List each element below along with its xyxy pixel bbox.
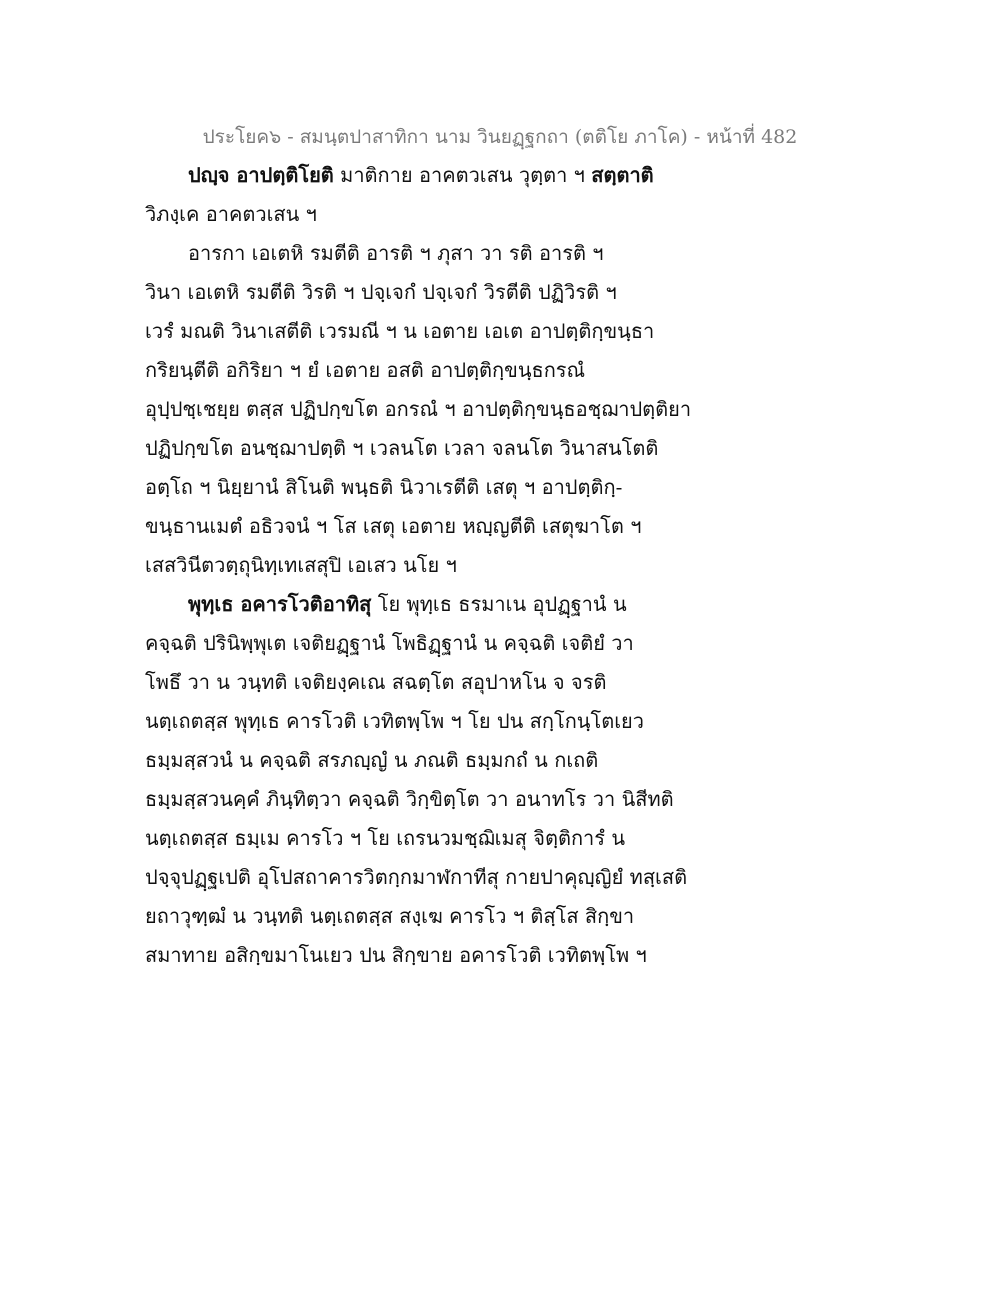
text-segment: คจฺฉติ ปรินิพฺพุเต เจติยฏฺฐานํ โพธิฏฺฐานํ น คจฺฉติ เจติยํ วา (145, 631, 634, 655)
text-line (145, 351, 705, 390)
text-line (145, 858, 705, 897)
text-segment: โพธึ วา น วนฺทติ เจติยงฺคเณ สฉตฺโต สอุปาหโน จ จรติ (145, 670, 607, 694)
text-line (145, 819, 705, 858)
text-line (145, 195, 705, 234)
text-segment: เสสวินีตวตฺถุนิทฺเทเสสุปิ เอเสว นโย ฯ (145, 553, 457, 577)
text-line (145, 507, 705, 546)
text-segment: วินา เอเตหิ รมตีติ วิรติ ฯ ปจฺเจกํ ปจฺเจกํ วิรตีติ ปฏิวิรติ ฯ (145, 280, 617, 304)
text-line (145, 936, 705, 975)
text-segment: ธมฺมสฺสวนํ น คจฺฉติ สรภญฺญํ น ภณติ ธมฺมกถํ น กเถติ (145, 748, 599, 772)
text-segment: อารกา เอเตหิ รมตีติ อารติ ฯ ภุสา วา รติ อารติ ฯ (188, 241, 604, 265)
text-line (145, 585, 705, 624)
text-line (145, 468, 705, 507)
text-segment: ธมฺมสฺสวนคฺคํ ภินฺทิตฺวา คจฺฉติ วิกฺขิตฺโต วา อนาทโร วา นิสีทติ (145, 787, 674, 811)
text-line (145, 741, 705, 780)
text-segment: เวรํ มณติ วินาเสตีติ เวรมณี ฯ น เอตาย เอเต อาปตฺติกฺขนฺธา (145, 319, 655, 343)
text-segment: ปจฺจุปฏฺฐเปติ อุโปสถาคารวิตกฺกมาฬกาทีสุ กายปาคุญฺญิยํ ทสฺเสติ (145, 865, 688, 889)
text-segment: นตฺเถตสฺส พุทฺเธ คารโวติ เวทิตพฺโพ ฯ โย ปน สกฺโกนฺโตเยว (145, 709, 644, 733)
text-segment: นตฺเถตสฺส ธมฺเม คารโว ฯ โย เถรนวมชฺฌิเมสุ จิตฺติการํ น (145, 826, 626, 850)
text-line (145, 624, 705, 663)
text-segment: อุปฺปชฺเชยฺย ตสฺส ปฏิปกฺขโต อกรณํ ฯ อาปตฺติกฺขนฺธอชฺฌาปตฺติยา (145, 397, 692, 421)
bold-term: สตฺตาติ (591, 163, 654, 187)
text-line (145, 312, 705, 351)
bold-term: พุทฺเธ อคารโวติอาทิสุ (188, 592, 372, 616)
text-line (145, 390, 705, 429)
text-segment: กริยนฺตีติ อกิริยา ฯ ยํ เอตาย อสติ อาปตฺติกฺขนฺธกรณํ (145, 358, 586, 382)
text-line (145, 429, 705, 468)
text-segment: ขนฺธานเมตํ อธิวจนํ ฯ โส เสตุ เอตาย หญฺญตีติ เสตุฆาโต ฯ (145, 514, 642, 538)
text-line (145, 702, 705, 741)
text-segment: มาติกาย อาคตวเสน วุตฺตา ฯ (333, 163, 592, 187)
text-segment: ยถาวุฑฺฒํ น วนฺทติ นตฺเถตสฺส สงฺเฆ คารโว ฯ ติสฺโส สิกฺขา (145, 904, 635, 928)
text-line (145, 156, 705, 195)
text-line (145, 234, 705, 273)
text-line (145, 780, 705, 819)
text-line (145, 546, 705, 585)
text-line (145, 663, 705, 702)
text-segment: วิภงฺเค อาคตวเสน ฯ (145, 202, 317, 226)
text-segment: ปฏิปกฺขโต อนชฺฌาปตฺติ ฯ เวลนโต เวลา จลนโต วินาสนโตติ (145, 436, 659, 460)
text-line (145, 273, 705, 312)
text-segment: โย พุทฺเธ ธรมาเน อุปฏฺฐานํ น (371, 592, 627, 616)
bold-term: ปญฺจ อาปตฺติโยติ (188, 163, 334, 187)
body-text (145, 156, 705, 975)
text-segment: สมาทาย อสิกฺขมาโนเยว ปน สิกฺขาย อคารโวติ เวทิตพฺโพ ฯ (145, 943, 647, 967)
page-header: ประโยค๖ - สมนฺตปาสาทิกา นาม วินยฏฺฐกถา (ตติโย ภาโค) - หน้าที่ 482 (202, 126, 798, 148)
text-segment: อตฺโถ ฯ นิยฺยานํ สิโนติ พนฺธติ นิวาเรตีติ เสตุ ฯ อาปตฺติกฺ- (145, 475, 623, 499)
text-line (145, 897, 705, 936)
